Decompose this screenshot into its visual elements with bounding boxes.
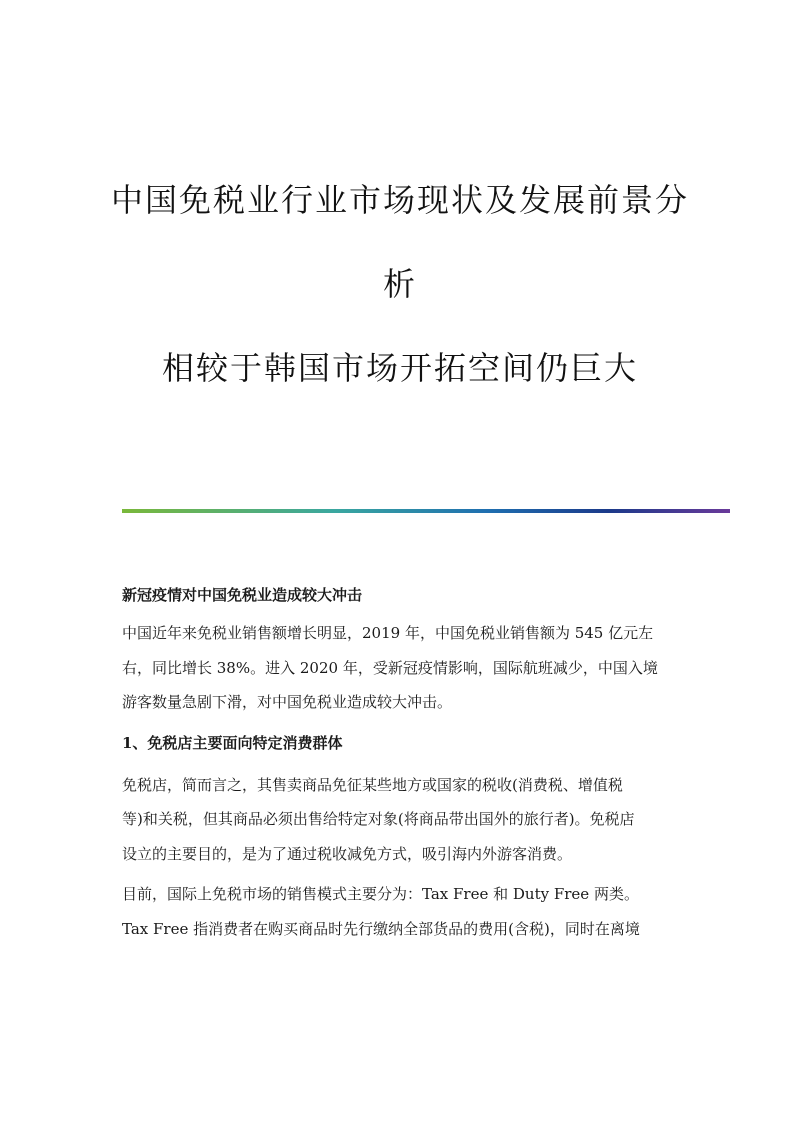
paragraph-line: 等)和关税，但其商品必须出售给特定对象(将商品带出国外的旅行者)。免税店 <box>122 810 635 828</box>
paragraph-sales-growth <box>122 616 682 720</box>
paragraph-line: 右，同比增长 38%。进入 2020 年，受新冠疫情影响，国际航班减少，中国入境 <box>122 658 658 677</box>
paragraph-line: 设立的主要目的，是为了通过税收减免方式，吸引海内外游客消费。 <box>122 844 573 863</box>
paragraph-duty-free-definition <box>122 768 682 872</box>
gradient-divider <box>122 509 730 513</box>
section-heading-covid-impact: 新冠疫情对中国免税业造成较大冲击 <box>122 586 363 604</box>
title-line-3: 相较于韩国市场开拓空间仍巨大 <box>161 349 638 387</box>
paragraph-line: 免税店，简而言之，其售卖商品免征某些地方或国家的税收(消费税、增值税 <box>122 775 623 794</box>
paragraph-sales-models <box>122 877 682 946</box>
document-body <box>122 578 682 946</box>
section-heading-target-consumers: 1、免税店主要面向特定消费群体 <box>122 733 343 752</box>
paragraph-line: 中国近年来免税业销售额增长明显，2019 年，中国免税业销售额为 545 亿元左 <box>122 624 654 642</box>
paragraph-line: 目前，国际上免税市场的销售模式主要分为：Tax Free 和 Duty Free 两类。 <box>122 885 639 903</box>
document-title <box>0 180 800 388</box>
title-line-2: 析 <box>382 265 417 303</box>
paragraph-line: 游客数量急剧下滑，对中国免税业造成较大冲击。 <box>122 693 453 711</box>
title-line-1: 中国免税业行业市场现状及发展前景分 <box>110 181 689 219</box>
paragraph-line: Tax Free 指消费者在购买商品时先行缴纳全部货品的费用(含税)，同时在离境 <box>122 919 640 938</box>
